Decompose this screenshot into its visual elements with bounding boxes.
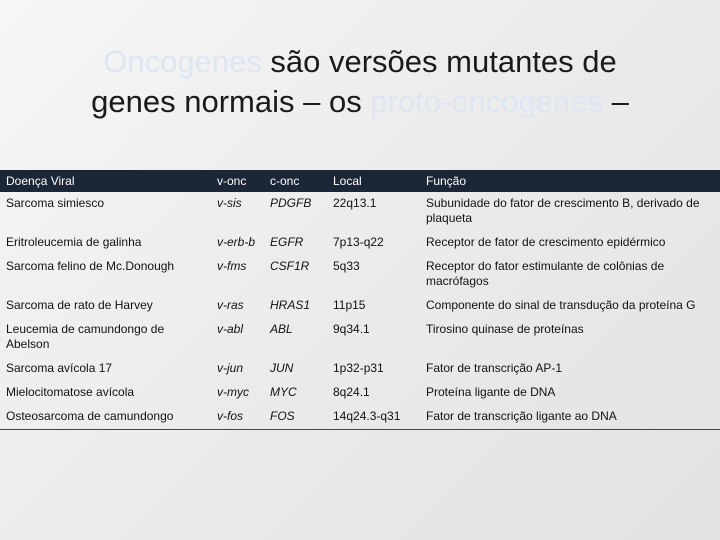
header-funcao: Função <box>420 170 720 192</box>
cell-locus: 8q24.1 <box>333 385 370 399</box>
cell-c-onc: FOS <box>264 405 327 430</box>
cell-locus: 9q34.1 <box>333 322 370 336</box>
cell-locus: 14q24.3-q31 <box>327 405 420 430</box>
cell-disease: Osteosarcoma de camundongo <box>0 405 211 430</box>
cell-function: Proteína ligante de DNA <box>426 385 556 399</box>
cell-locus: 5q33 <box>333 259 360 273</box>
title-highlight-oncogenes: Oncogenes <box>103 44 262 79</box>
cell-v-onc: v-jun <box>217 361 244 375</box>
cell-c-onc: MYC <box>270 385 297 399</box>
table-header-row <box>0 170 720 192</box>
cell-function: Subunidade do fator de crescimento B, derivado de plaqueta <box>426 196 700 225</box>
cell-disease: Eritroleucemia de galinha <box>6 235 142 249</box>
table-row <box>0 381 720 405</box>
header-local: Local <box>327 170 420 192</box>
cell-v-onc: v-abl <box>217 322 244 336</box>
cell-c-onc: JUN <box>270 361 294 375</box>
cell-locus: 1p32-p31 <box>333 361 384 375</box>
table-row <box>0 405 720 430</box>
cell-disease: Sarcoma felino de Mc.Donough <box>6 259 175 273</box>
table-row <box>0 318 720 357</box>
cell-locus: 11p15 <box>333 298 366 312</box>
table-row <box>0 294 720 318</box>
cell-c-onc: EGFR <box>270 235 304 249</box>
cell-c-onc: CSF1R <box>270 259 310 273</box>
cell-disease: Mielocitomatose avícola <box>6 385 135 399</box>
cell-v-onc: v-myc <box>217 385 249 399</box>
cell-locus: 22q13.1 <box>333 196 377 210</box>
slide-title <box>0 42 720 122</box>
table-row <box>0 357 720 381</box>
cell-v-onc: v-ras <box>217 298 244 312</box>
cell-disease: Leucemia de camundongo de Abelson <box>6 322 165 351</box>
cell-v-onc: v-sis <box>217 196 242 210</box>
cell-v-onc: v-erb-b <box>217 235 256 249</box>
cell-disease: Sarcoma simiesco <box>6 196 105 210</box>
header-doenca-viral: Doença Viral <box>0 170 211 192</box>
cell-v-onc: v-fos <box>211 405 264 430</box>
cell-function: Receptor do fator estimulante de colônias de macrófagos <box>426 259 665 288</box>
header-v-onc: v-onc <box>211 170 264 192</box>
cell-c-onc: PDGFB <box>270 196 312 210</box>
title-text: – <box>602 84 629 119</box>
cell-function: Componente do sinal de transdução da proteína G <box>426 298 696 312</box>
cell-function: Fator de transcrição AP-1 <box>426 361 563 375</box>
title-text: genes normais – os <box>91 84 371 119</box>
cell-disease: Sarcoma avícola 17 <box>6 361 113 375</box>
oncogene-table <box>0 170 720 430</box>
cell-locus: 7p13-q22 <box>333 235 384 249</box>
cell-c-onc: ABL <box>270 322 293 336</box>
table-row <box>0 231 720 255</box>
title-line-2 <box>0 82 720 122</box>
header-c-onc: c-onc <box>264 170 327 192</box>
title-text: são versões mutantes de <box>261 44 617 79</box>
cell-c-onc: HRAS1 <box>270 298 311 312</box>
table-row <box>0 255 720 294</box>
cell-function: Tirosino quinase de proteínas <box>426 322 584 336</box>
title-line-1 <box>0 42 720 82</box>
cell-function: Fator de transcrição ligante ao DNA <box>420 405 720 430</box>
title-highlight-proto-oncogenes: proto-oncogenes <box>370 84 603 119</box>
cell-v-onc: v-fms <box>217 259 247 273</box>
cell-function: Receptor de fator de crescimento epidérmico <box>426 235 666 249</box>
table-row <box>0 192 720 231</box>
cell-disease: Sarcoma de rato de Harvey <box>6 298 153 312</box>
